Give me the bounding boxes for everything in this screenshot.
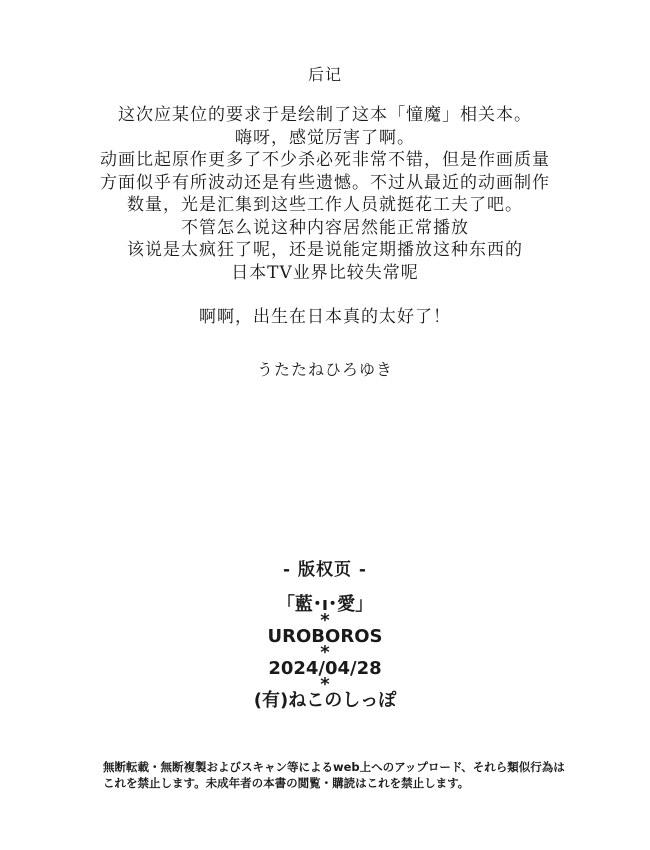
copyright-notice (103, 759, 563, 791)
author-signature: うたたねひろゆき (256, 360, 393, 379)
book-title: 「藍･ı･愛」 (276, 594, 374, 615)
afterword-line: 数量，光是汇集到这些工作人员就挺花工夫了吧。 (127, 195, 523, 215)
separator-asterisk: * (320, 642, 330, 663)
afterword-line: 这次应某位的要求于是绘制了这本「憧魔」相关本。 (118, 105, 532, 125)
afterword-line: 嗨呀，感觉厉害了啊。 (235, 127, 415, 148)
notice-line: 無断転載・無断複製およびスキャン等によるweb上へのアップロード、それら類似行為は (103, 760, 565, 774)
circle-name: UROBOROS (267, 626, 383, 647)
afterword-line: 方面似乎有所波动还是有些遗憾。不过从最近的动画制作 (100, 172, 550, 193)
separator-asterisk: * (320, 610, 330, 631)
afterword-exclamation: 啊啊，出生在日本真的太好了！ (199, 307, 451, 327)
colophon (0, 555, 650, 711)
separator-asterisk: * (320, 674, 330, 695)
afterword-line: 该说是太疯狂了呢，还是说能定期播放这种东西的 (127, 240, 523, 260)
notice-line: これを禁止します。未成年者の本書の閲覧・購読はこれを禁止します。 (103, 776, 470, 790)
afterword-body (0, 104, 650, 284)
afterword-title: 后记 (307, 65, 342, 84)
publisher-name: (有)ねこのしっぽ (253, 690, 397, 711)
afterword-line: 日本TV业界比较失常呢 (231, 262, 419, 283)
afterword-line: 不管怎么说这种内容居然能正常播放 (181, 217, 469, 238)
publication-date: 2024/04/28 (268, 658, 382, 679)
colophon-heading: - 版权页 - (283, 560, 367, 580)
afterword-line: 动画比起原作更多了不少杀必死非常不错，但是作画质量 (100, 150, 550, 170)
